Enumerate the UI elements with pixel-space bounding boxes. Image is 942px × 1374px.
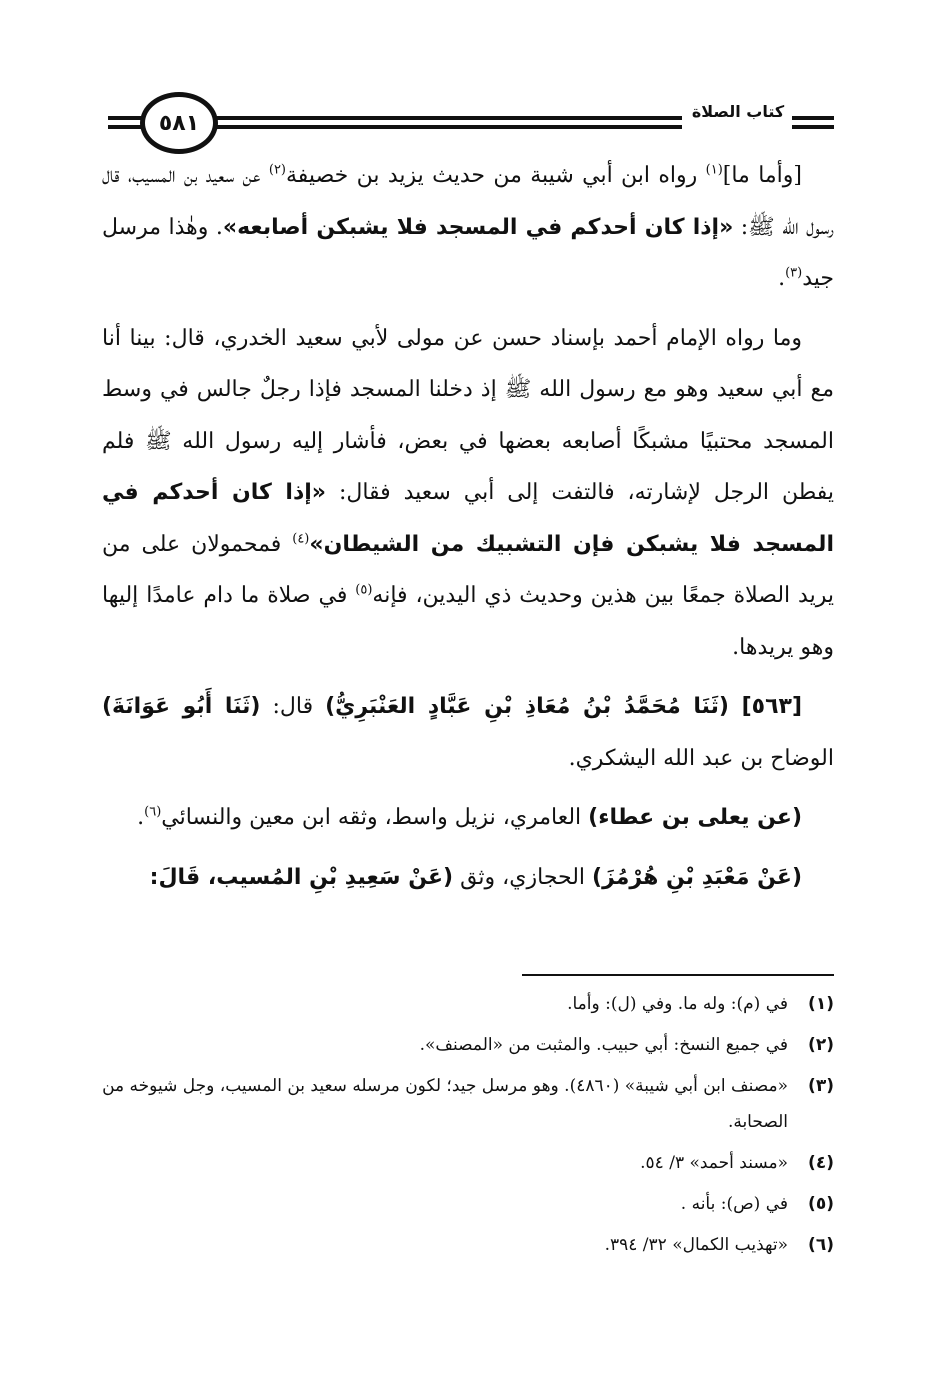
text-run: . (137, 805, 145, 830)
page-number: ٥٨١ (158, 110, 200, 136)
paragraph-2 (102, 313, 834, 674)
footnote-ref: (٤) (292, 531, 310, 547)
footnote (102, 1227, 834, 1263)
text-run: العامري، نزيل واسط، وثقه ابن معين والنسائي (161, 805, 589, 830)
footnote (102, 1027, 834, 1063)
narrator-chain: (عَنْ مَعْبَدِ بْنِ هُرْمُزَ) (592, 864, 802, 890)
paragraph-1 (102, 150, 834, 305)
paragraph-3 (102, 681, 834, 784)
footnote (102, 1186, 834, 1222)
header-rule (792, 116, 834, 120)
hadith-quote: «إذا كان أحدكم في المسجد فلا يشبكن أصابعه» (222, 214, 734, 240)
footnote-ref: (٢) (268, 162, 286, 178)
narrator-chain: (ثَنَا أَبُو عَوَانَةَ) (102, 694, 261, 719)
text-run: فمحمولان على من يريد الصلاة جمعًا بين هذين وحديث ذي اليدين، فإنه (102, 531, 834, 608)
footnote-ref: (٦) (144, 804, 162, 820)
footnote-text: في (م): وله ما. وفي (ل): وأما. (567, 994, 788, 1014)
footnote-number: (٦) (808, 1235, 834, 1255)
footnote-number: (٣) (808, 1076, 834, 1096)
footnote-number: (٢) (808, 1035, 834, 1055)
text-run: الوضاح بن عبد الله اليشكري. (568, 745, 834, 771)
footnote (102, 1145, 834, 1181)
footnote-ref: (١) (705, 162, 723, 178)
footnote-text: في (ص): بأنه . (680, 1194, 788, 1214)
footnote-text: «تهذيب الكمال» ٣٢/ ٣٩٤. (604, 1235, 788, 1255)
header-rule (792, 125, 834, 129)
text-run: . (778, 266, 786, 291)
footnote (102, 986, 834, 1022)
footnote (102, 1068, 834, 1140)
text-run: قال: (260, 694, 326, 719)
header-rule (212, 116, 682, 120)
text-run: [وأما ما] (722, 163, 803, 188)
page-number-frame (140, 92, 218, 154)
footnote-number: (٥) (808, 1194, 834, 1214)
text-run: في صلاة ما دام عامدًا إليها وهو يريدها. (102, 583, 834, 660)
main-text (102, 150, 834, 903)
footnote-number: (٤) (808, 1153, 834, 1173)
paragraph-5 (102, 852, 834, 904)
footnote-ref: (٣) (785, 265, 803, 281)
footnotes (102, 986, 834, 1268)
footnote-ref: (٥) (355, 582, 373, 598)
text-run: رواه ابن أبي شيبة من حديث يزيد بن خصيفة (286, 163, 706, 188)
page-header (0, 0, 942, 160)
hadith-quote: «إذا كان أحدكم في المسجد فلا يشبكن فإن التشبيك من الشيطان» (102, 480, 834, 557)
footnote-number: (١) (808, 994, 834, 1014)
text-run: . وهٰذا مرسل جيد (102, 214, 834, 291)
footnote-separator (522, 974, 834, 976)
running-title: كتاب الصلاة (691, 102, 785, 121)
narrator-chain: (عَنْ سَعِيدِ بْنِ المُسيب، قَالَ: (149, 864, 454, 890)
footnote-text: «مصنف ابن أبي شيبة» (٤٨٦٠). وهو مرسل جيد؛ لكون مرسله سعيد بن المسيب، وجل شيوخه من الصحابة. (102, 1076, 788, 1132)
footnote-text: في جميع النسخ: أبي حبيب. والمثبت من «المصنف». (419, 1035, 788, 1055)
header-rule (212, 125, 682, 129)
narrator-chain: [٥٦٣] (ثَنَا مُحَمَّدُ بْنُ مُعَاذِ بْنِ عَبَّادٍ العَنْبَرِيُّ) (325, 694, 802, 719)
text-run: الحجازي، وثق (453, 864, 593, 890)
footnote-text: «مسند أحمد» ٣/ ٥٤. (640, 1153, 788, 1173)
text-run: عن سعيد بن المسيب، قال رسول الله ﷺ: (102, 163, 834, 240)
text-run: وما رواه الإمام أحمد بإسناد حسن عن مولى لأبي سعيد الخدري، قال: بينا أنا مع أبي سعيد وهو مع رسول الله ﷺ إذ دخلنا المسجد فإذا رجلٌ جالس في وسط المسجد محتبيًا مشبكًا أصابعه بعضها في بعض، فأشار إليه رسول الله ﷺ فلم يفطن الرجل لإشارته، فالتفت إلى أبي سعيد فقال: (102, 325, 834, 505)
narrator-chain: (عن يعلى بن عطاء) (588, 805, 802, 830)
paragraph-4 (102, 792, 834, 844)
